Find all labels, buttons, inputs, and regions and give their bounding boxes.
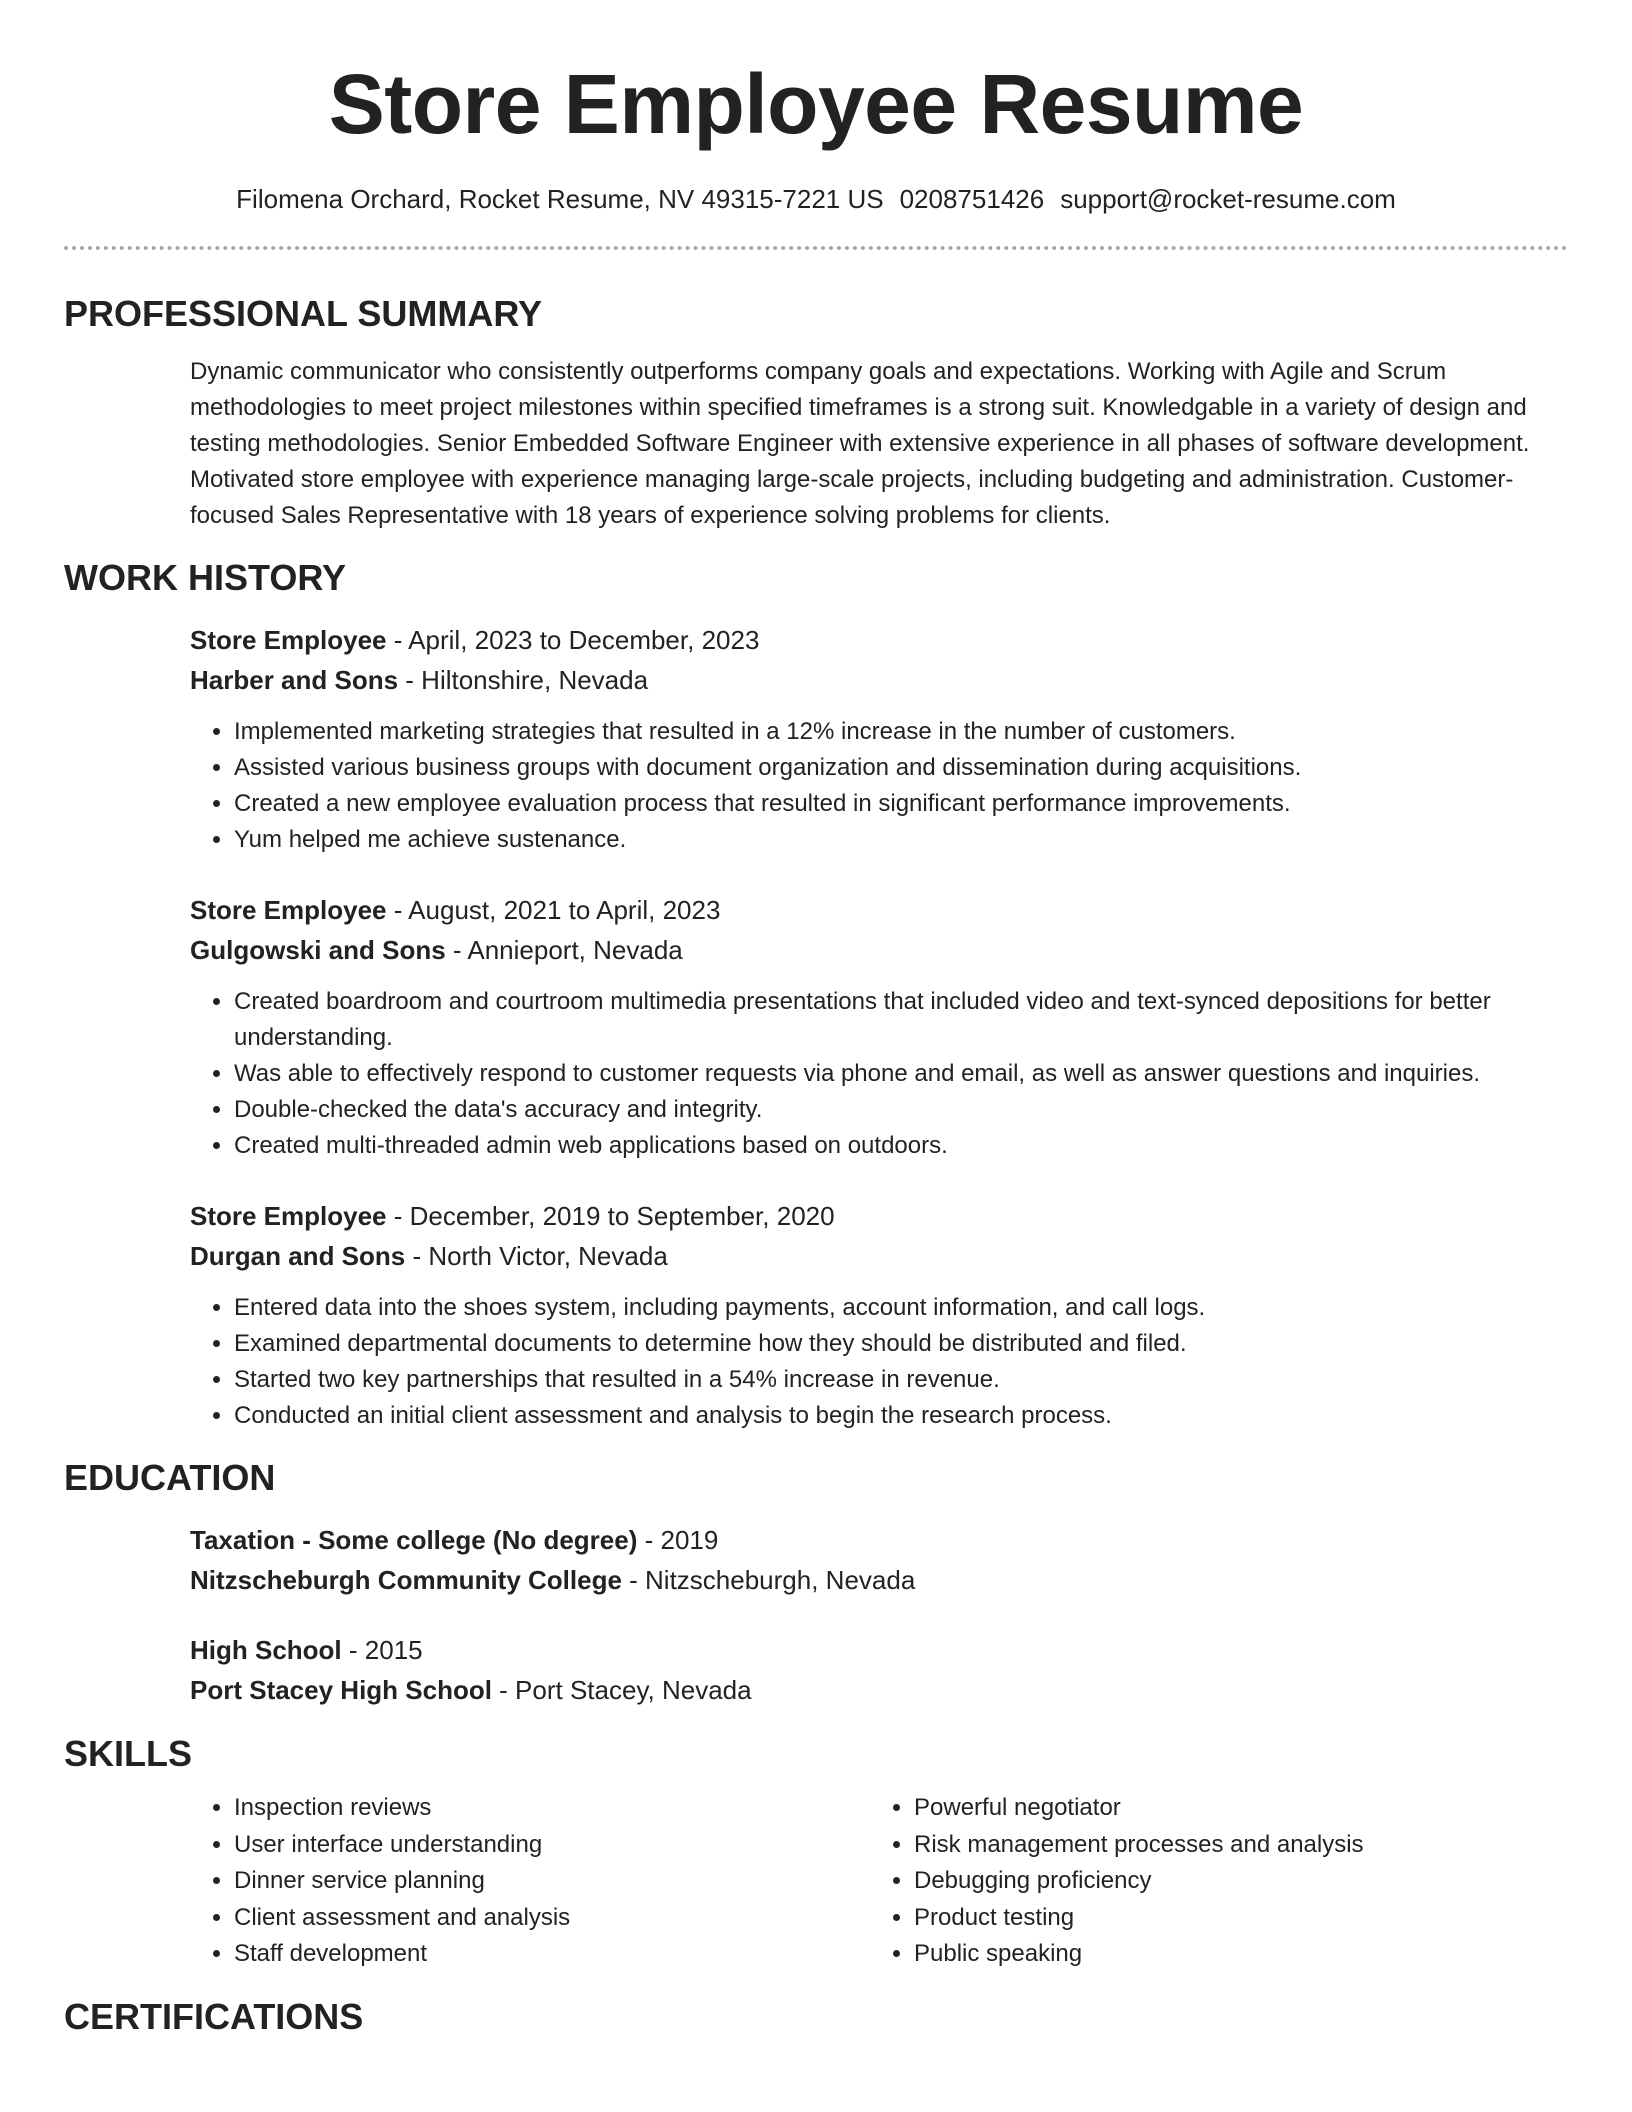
job-dates: - August, 2021 to April, 2023 [386,895,721,925]
education-school-line [190,1670,1568,1710]
list-item: • Started two key partnerships that resulted in a 54% increase in revenue. [234,1362,1568,1398]
job-entry [190,1196,1568,1434]
list-item: • Assisted various business groups with document organization and dissemination during acquisitions. [234,750,1568,786]
job-company-line [190,930,1568,970]
contact-line [64,182,1568,216]
job-title-line [190,1196,1568,1236]
list-item: • Created a new employee evaluation process that resulted in significant performance improvements. [234,786,1568,822]
job-company-line [190,1236,1568,1276]
education-section [64,1520,1568,1710]
education-location: - Nitzscheburgh, Nevada [621,1565,916,1595]
list-item: • Staff development [234,1936,870,1973]
skills-grid [190,1790,1568,1973]
skills-section [64,1790,1568,1973]
list-item: • Public speaking [914,1936,1550,1973]
job-title: Store Employee [190,895,387,925]
education-heading: EDUCATION [64,1457,276,1498]
job-company: Harber and Sons [190,665,399,695]
job-location: - North Victor, Nevada [405,1241,668,1271]
education-degree: High School [190,1635,342,1665]
education-year: - 2015 [341,1635,423,1665]
education-year: - 2019 [637,1525,719,1555]
summary-section [64,354,1568,534]
contact-phone: 0208751426 [899,184,1045,214]
job-bullets [190,714,1568,858]
list-item: • Dinner service planning [234,1863,870,1900]
job-dates: - December, 2019 to September, 2020 [386,1201,835,1231]
skills-list-left [190,1790,870,1973]
job-location: - Annieport, Nevada [445,935,683,965]
summary-heading: PROFESSIONAL SUMMARY [64,293,543,334]
education-school-line [190,1560,1568,1600]
certifications-heading: CERTIFICATIONS [64,1995,364,2037]
list-item: • Implemented marketing strategies that resulted in a 12% increase in the number of customers. [234,714,1568,750]
job-title-line [190,620,1568,660]
job-bullets [190,984,1568,1164]
education-entry [190,1520,1568,1600]
list-item: • Created boardroom and courtroom multimedia presentations that included video and text-synced depositions for better understanding. [234,984,1568,1056]
job-location: - Hiltonshire, Nevada [398,665,649,695]
resume-title: Store Employee Resume [328,57,1304,151]
list-item: • Product testing [914,1900,1550,1937]
job-title: Store Employee [190,1201,387,1231]
list-item: • Conducted an initial client assessment and analysis to begin the research process. [234,1398,1568,1434]
list-item: • Entered data into the shoes system, including payments, account information, and call logs. [234,1290,1568,1326]
list-item: • Examined departmental documents to determine how they should be distributed and filed. [234,1326,1568,1362]
contact-address: Filomena Orchard, Rocket Resume, NV 49315-7221 US [236,184,884,214]
list-item: • Created multi-threaded admin web applications based on outdoors. [234,1128,1568,1164]
summary-text: Dynamic communicator who consistently outperforms company goals and expectations. Working with Agile and Scrum methodologies to meet project milestones within specified timeframes is a strong suit. Knowledgable in a variety of design and testing methodologies. Senior Embedded Software Engineer with extensive experience in all phases of software development. Motivated store employee with experience managing large-scale projects, including budgeting and administration. Customer-focused Sales Representative with 18 years of experience solving problems for clients. [190,358,1530,529]
list-item: • Was able to effectively respond to customer requests via phone and email, as well as answer questions and inquiries. [234,1056,1568,1092]
job-dates: - April, 2023 to December, 2023 [386,625,760,655]
education-school: Nitzscheburgh Community College [190,1565,622,1595]
job-title: Store Employee [190,625,387,655]
education-degree-line [190,1520,1568,1560]
job-entry [190,620,1568,858]
work-history-heading: WORK HISTORY [64,557,347,598]
job-company-line [190,660,1568,700]
contact-email: support@rocket-resume.com [1060,184,1396,214]
education-location: - Port Stacey, Nevada [491,1675,752,1705]
list-item: • Risk management processes and analysis [914,1827,1550,1864]
job-bullets [190,1290,1568,1434]
header-divider [64,246,1568,250]
list-item: • User interface understanding [234,1827,870,1864]
skills-heading: SKILLS [64,1733,193,1774]
list-item: • Yum helped me achieve sustenance. [234,822,1568,858]
job-company: Gulgowski and Sons [190,935,446,965]
education-degree: Taxation - Some college (No degree) [190,1525,638,1555]
work-history-section [64,620,1568,1434]
job-entry [190,890,1568,1164]
education-entry [190,1630,1568,1710]
list-item: • Powerful negotiator [914,1790,1550,1827]
list-item: • Debugging proficiency [914,1863,1550,1900]
education-degree-line [190,1630,1568,1670]
skills-list-right [870,1790,1550,1973]
list-item: • Inspection reviews [234,1790,870,1827]
job-company: Durgan and Sons [190,1241,406,1271]
education-school: Port Stacey High School [190,1675,492,1705]
list-item: • Double-checked the data's accuracy and integrity. [234,1092,1568,1128]
list-item: • Client assessment and analysis [234,1900,870,1937]
job-title-line [190,890,1568,930]
